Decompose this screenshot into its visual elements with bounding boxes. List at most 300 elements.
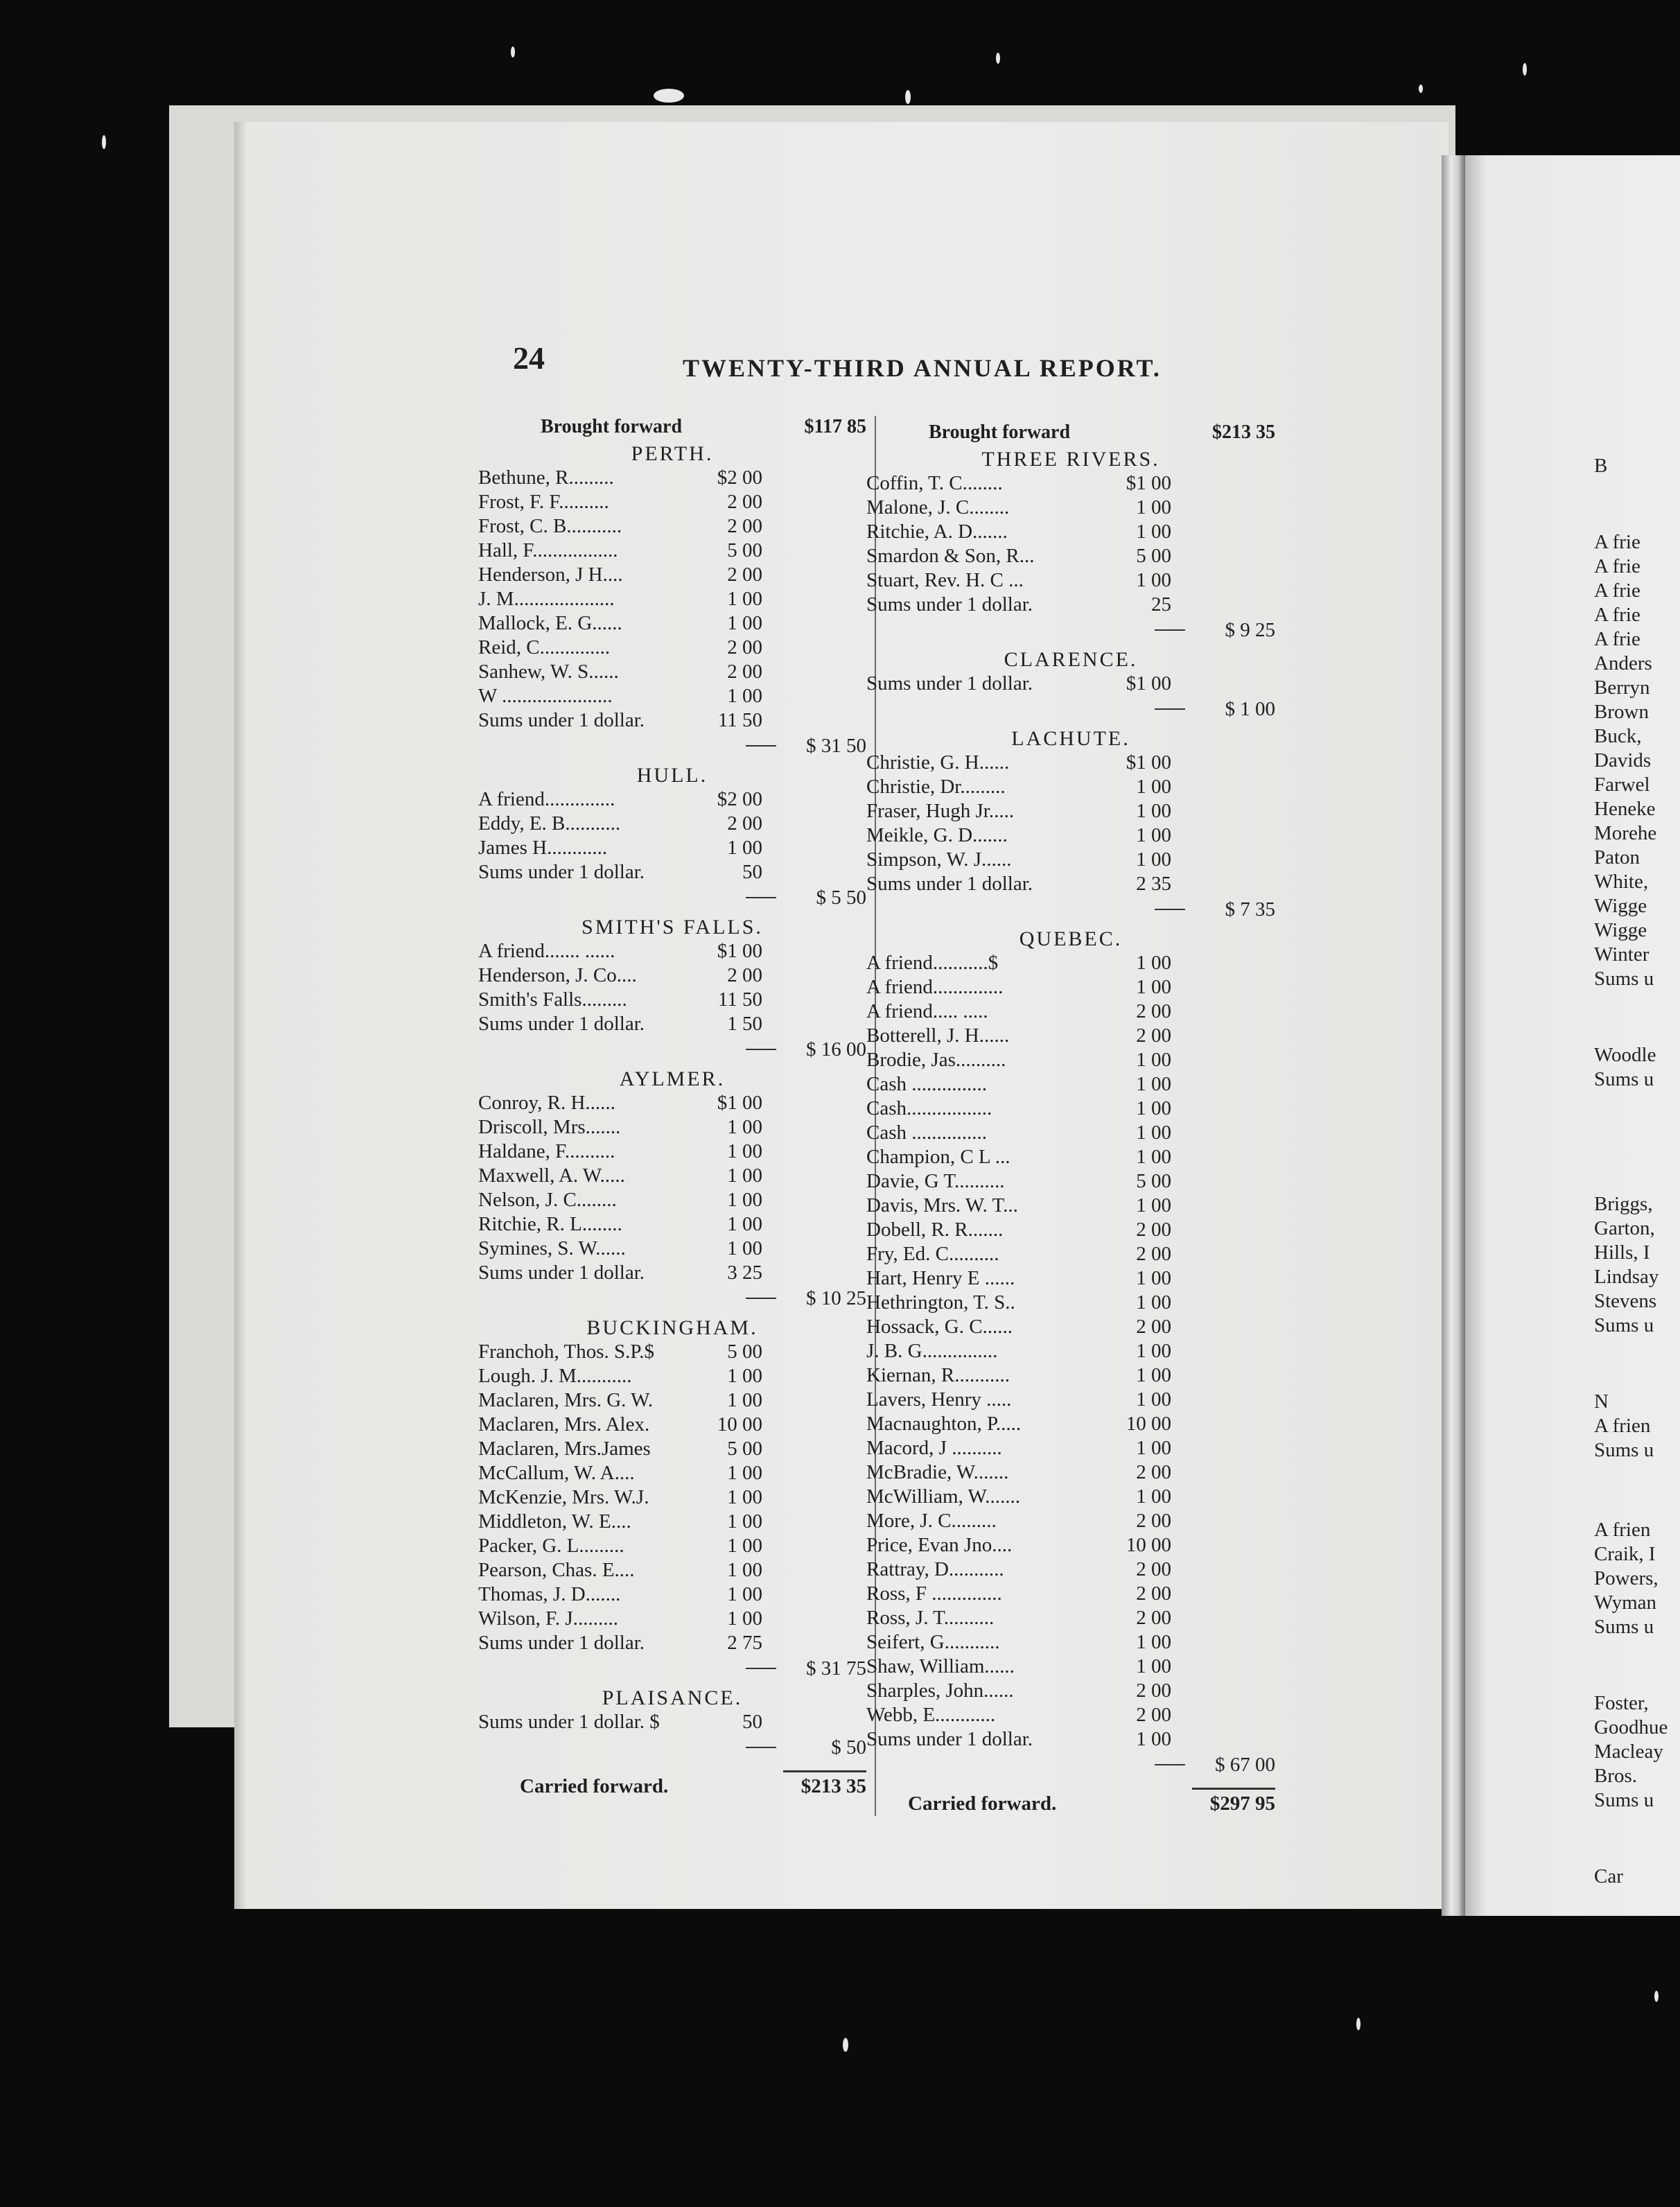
facing-page-line: Wigge	[1594, 919, 1647, 941]
contribution-amount: 1 00	[1136, 569, 1171, 591]
contributor-name: Price, Evan Jno....	[866, 1534, 1013, 1556]
carried-forward-value: $213 35	[800, 1775, 866, 1797]
subtotal-rule	[746, 897, 776, 898]
facing-page-line: A frie	[1594, 628, 1640, 650]
contributor-name: Haldane, F..........	[478, 1140, 615, 1162]
contribution-amount: 1 00	[1136, 1049, 1171, 1071]
contributor-name: Sums under 1 dollar.	[478, 1262, 645, 1284]
facing-page-line: Sums u	[1594, 1068, 1654, 1090]
contribution-row	[478, 1237, 866, 1261]
facing-page-line: Woodle	[1594, 1044, 1656, 1066]
contribution-amount: 1 00	[1136, 824, 1171, 846]
contribution-row	[866, 1218, 1275, 1242]
contribution-row	[866, 848, 1275, 872]
contribution-amount: 1 00	[1136, 1267, 1171, 1289]
contribution-amount: 1 00	[1136, 800, 1171, 822]
contribution-row	[866, 1679, 1275, 1703]
contribution-amount: 1 00	[1136, 952, 1171, 974]
contribution-amount: 1 00	[1136, 1655, 1171, 1677]
contribution-amount: 2 00	[727, 515, 762, 537]
facing-page-line: White,	[1594, 871, 1649, 893]
facing-page-line: A frie	[1594, 555, 1640, 577]
contribution-row	[478, 1140, 866, 1164]
facing-page-line: Brown	[1594, 701, 1649, 723]
contribution-amount: 1 00	[727, 1189, 762, 1211]
contributor-name: J. B. G...............	[866, 1340, 998, 1362]
contribution-amount: 1 00	[727, 588, 762, 610]
section-subtotal	[866, 1752, 1275, 1779]
facing-page-line: Macleay	[1594, 1741, 1663, 1763]
facing-page-line: Sums u	[1594, 1789, 1654, 1811]
contribution-amount: 2 00	[727, 636, 762, 658]
contributor-name: Middleton, W. E....	[478, 1510, 631, 1533]
facing-page-line: Sums u	[1594, 968, 1654, 990]
contribution-amount: 1 00	[727, 1164, 762, 1187]
contribution-amount: 1 50	[727, 1013, 762, 1035]
subtotal-rule	[1155, 909, 1185, 910]
contribution-amount: 1 00	[1136, 1122, 1171, 1144]
contributor-name: Wilson, F. J.........	[478, 1607, 618, 1630]
contributor-name: Franchoh, Thos. S.P.$	[478, 1341, 655, 1363]
contribution-row	[478, 684, 866, 708]
contributor-name: Rattray, D...........	[866, 1558, 1004, 1580]
facing-page-line: Briggs,	[1594, 1193, 1653, 1215]
total-rule	[1192, 1788, 1275, 1790]
subtotal-value: $ 9 25	[1225, 619, 1275, 641]
contribution-row	[478, 563, 866, 587]
contributor-name: Shaw, William......	[866, 1655, 1015, 1677]
contributor-name: Simpson, W. J......	[866, 848, 1012, 871]
contributor-name: Maclaren, Mrs. G. W.	[478, 1389, 654, 1411]
contribution-row	[478, 1631, 866, 1655]
contribution-row	[866, 1703, 1275, 1727]
contribution-amount: 1 00	[727, 1140, 762, 1162]
subtotal-rule	[746, 1747, 776, 1748]
contribution-row	[866, 1630, 1275, 1655]
contribution-row	[866, 568, 1275, 593]
contribution-row	[478, 1115, 866, 1140]
contribution-row	[478, 1510, 866, 1534]
contribution-amount: 10 00	[1126, 1413, 1171, 1435]
contributor-name: Davis, Mrs. W. T...	[866, 1194, 1018, 1216]
contribution-amount: 25	[1151, 593, 1171, 616]
contributor-name: Maxwell, A. W.....	[478, 1164, 625, 1187]
contribution-amount: 1 00	[1136, 1728, 1171, 1750]
contributor-name: Lavers, Henry .....	[866, 1388, 1012, 1411]
carried-forward-label: Carried forward.	[908, 1792, 1057, 1815]
contributor-name: Thomas, J. D.......	[478, 1583, 621, 1605]
contribution-amount: 1 00	[727, 1389, 762, 1411]
contributor-name: Maclaren, Mrs. Alex.	[478, 1413, 650, 1436]
contribution-amount: 10 00	[1126, 1534, 1171, 1556]
contribution-amount: 2 00	[727, 491, 762, 513]
contribution-row	[478, 539, 866, 563]
facing-page-line: Wigge	[1594, 895, 1647, 917]
contributor-name: Eddy, E. B...........	[478, 812, 621, 835]
contribution-amount: 5 00	[1136, 1170, 1171, 1192]
contributor-name: Hossack, G. C......	[866, 1316, 1013, 1338]
contribution-amount: 1 00	[727, 685, 762, 707]
contribution-amount: 2 00	[1136, 1461, 1171, 1483]
contributor-name: A friend..............	[866, 976, 1004, 998]
contribution-amount: 1 00	[1136, 1631, 1171, 1653]
contributor-name: Macnaughton, P.....	[866, 1413, 1022, 1435]
contribution-amount: 1 00	[727, 1365, 762, 1387]
contribution-amount: 50	[742, 861, 762, 883]
contribution-row	[478, 1534, 866, 1558]
facing-page-line: Car	[1594, 1865, 1623, 1887]
facing-page-line: Craik, I	[1594, 1543, 1656, 1565]
contributor-name: Hall, F.................	[478, 539, 618, 561]
contribution-row	[866, 1315, 1275, 1339]
section-subtotal	[478, 733, 866, 760]
contribution-row	[478, 1164, 866, 1188]
contribution-amount: 2 00	[1136, 1680, 1171, 1702]
brought-forward-row	[866, 420, 1275, 444]
contribution-amount: 2 00	[727, 812, 762, 835]
contribution-row	[866, 799, 1275, 823]
contribution-amount: 3 25	[727, 1262, 762, 1284]
brought-forward-label: Brought forward	[541, 416, 683, 437]
contributor-name: Ross, F ..............	[866, 1582, 1002, 1605]
contribution-amount: $1 00	[1126, 672, 1171, 695]
contribution-amount: 11 50	[717, 709, 762, 731]
contribution-amount: 1 00	[1136, 1194, 1171, 1216]
contributor-name: Maclaren, Mrs.James	[478, 1438, 651, 1460]
contributor-name: Sums under 1 dollar.	[866, 1728, 1033, 1750]
contribution-row	[478, 836, 866, 860]
contribution-row	[866, 1072, 1275, 1097]
contributor-name: Seifert, G...........	[866, 1631, 1000, 1653]
facing-page-line: Powers,	[1594, 1567, 1659, 1589]
contribution-row	[478, 1582, 866, 1607]
facing-page-line: A frie	[1594, 531, 1640, 553]
contribution-row	[478, 1413, 866, 1437]
contribution-row	[866, 1000, 1275, 1024]
contribution-row	[478, 1261, 866, 1285]
contribution-amount: $2 00	[717, 466, 762, 489]
contributor-name: Sharples, John......	[866, 1680, 1014, 1702]
section-subtotal	[866, 617, 1275, 645]
contributor-name: Frost, C. B...........	[478, 515, 622, 537]
subtotal-rule	[1155, 629, 1185, 631]
contribution-row	[866, 1169, 1275, 1194]
contribution-amount: 1 00	[727, 1559, 762, 1581]
contributor-name: Driscoll, Mrs.......	[478, 1116, 621, 1138]
contribution-amount: 1 00	[1136, 776, 1171, 798]
contributor-name: Packer, G. L.........	[478, 1535, 624, 1557]
contributor-name: Pearson, Chas. E....	[478, 1559, 635, 1581]
section-subtotal	[478, 884, 866, 912]
contributor-name: Conroy, R. H......	[478, 1092, 615, 1114]
contribution-row	[478, 636, 866, 660]
contributor-name: Sums under 1 dollar.	[866, 672, 1033, 695]
contribution-amount: 1 00	[1136, 976, 1171, 998]
contributor-name: More, J. C.........	[866, 1510, 997, 1532]
contribution-amount: 50	[742, 1711, 762, 1733]
contributor-name: Dobell, R. R.......	[866, 1219, 1004, 1241]
brought-forward-value: $117 85	[804, 416, 866, 437]
contributor-name: Sums under 1 dollar.	[478, 709, 645, 731]
subtotal-value: $ 67 00	[1215, 1754, 1275, 1776]
facing-page-line: Sums u	[1594, 1439, 1654, 1461]
contributor-name: Sanhew, W. S......	[478, 661, 619, 683]
contribution-amount: 1 00	[727, 1535, 762, 1557]
contribution-amount: 2 00	[1136, 1219, 1171, 1241]
contribution-row	[866, 1727, 1275, 1752]
contributor-name: McKenzie, Mrs. W.J.	[478, 1486, 649, 1508]
left-column	[478, 415, 866, 1809]
contribution-row	[478, 1188, 866, 1212]
brought-forward-label: Brought forward	[929, 421, 1071, 443]
facing-page-line: Sums u	[1594, 1616, 1654, 1638]
section-subtotal	[866, 896, 1275, 924]
contribution-amount: 1 00	[1136, 496, 1171, 518]
facing-page-line: Farwel	[1594, 774, 1650, 796]
contribution-row	[478, 1340, 866, 1364]
section-subtotal	[478, 1655, 866, 1683]
contribution-row	[866, 1194, 1275, 1218]
contribution-row	[866, 1582, 1275, 1606]
contribution-amount: 1 00	[1136, 1291, 1171, 1314]
carried-forward-row	[866, 1792, 1275, 1826]
page-title: TWENTY-THIRD ANNUAL REPORT.	[683, 354, 1162, 382]
contribution-amount: 1 00	[1136, 848, 1171, 871]
brought-forward-row	[478, 415, 866, 439]
contribution-amount: 1 00	[727, 1486, 762, 1508]
contribution-row	[866, 1606, 1275, 1630]
contribution-row	[866, 520, 1275, 544]
contribution-amount: 5 00	[1136, 545, 1171, 567]
contribution-amount: 2 00	[1136, 1243, 1171, 1265]
contributor-name: Smith's Falls.........	[478, 988, 627, 1011]
contribution-amount: $1 00	[717, 1092, 762, 1114]
contribution-row	[866, 975, 1275, 1000]
contribution-row	[478, 587, 866, 611]
subtotal-rule	[746, 745, 776, 747]
contributor-name: A friend...........$	[866, 952, 999, 974]
contribution-row	[866, 593, 1275, 617]
contributor-name: James H............	[478, 837, 608, 859]
contribution-amount: 2 00	[1136, 1704, 1171, 1726]
contribution-amount: $2 00	[717, 788, 762, 810]
subtotal-value: $ 50	[831, 1736, 866, 1759]
contributor-name: Nelson, J. C........	[478, 1189, 617, 1211]
contributor-name: Cash.................	[866, 1097, 992, 1119]
contribution-row	[866, 1655, 1275, 1679]
contribution-row	[866, 1121, 1275, 1145]
contributor-name: Champion, C L ...	[866, 1146, 1010, 1168]
contributor-name: A friend..............	[478, 788, 615, 810]
subtotal-value: $ 31 75	[806, 1657, 866, 1680]
contribution-amount: 1 00	[1136, 1388, 1171, 1411]
contributor-name: Sums under 1 dollar.	[866, 873, 1033, 895]
subtotal-value: $ 16 00	[806, 1038, 866, 1061]
contribution-amount: 10 00	[717, 1413, 762, 1436]
carried-forward-row	[478, 1774, 866, 1809]
contribution-row	[866, 1436, 1275, 1460]
contribution-amount: 1 00	[727, 1116, 762, 1138]
section-title: CLARENCE.	[1004, 648, 1138, 671]
contribution-row	[478, 860, 866, 884]
contributor-name: Cash ...............	[866, 1073, 987, 1095]
subtotal-value: $ 31 50	[806, 735, 866, 757]
contributor-name: Lough. J. M...........	[478, 1365, 632, 1387]
subtotal-rule	[1155, 708, 1185, 710]
contributor-name: Sums under 1 dollar. $	[478, 1711, 660, 1733]
contribution-row	[866, 1412, 1275, 1436]
contribution-row	[866, 1363, 1275, 1388]
contribution-amount: 1 00	[1136, 1340, 1171, 1362]
brought-forward-value: $213 35	[1212, 421, 1275, 443]
subtotal-rule	[746, 1049, 776, 1050]
contribution-row	[866, 823, 1275, 848]
contributor-name: A friend..... .....	[866, 1000, 988, 1022]
contribution-row	[866, 1048, 1275, 1072]
contribution-row	[866, 1097, 1275, 1121]
facing-page-line: Morehe	[1594, 822, 1657, 844]
contribution-amount: 1 00	[1136, 1097, 1171, 1119]
section-title: QUEBEC.	[1019, 927, 1123, 950]
contribution-row	[478, 939, 866, 963]
contribution-row	[866, 1339, 1275, 1363]
contributor-name: Henderson, J H....	[478, 564, 623, 586]
subtotal-rule	[746, 1668, 776, 1669]
contributor-name: Hart, Henry E ......	[866, 1267, 1015, 1289]
contribution-row	[478, 1091, 866, 1115]
contributor-name: Christie, Dr.........	[866, 776, 1006, 798]
total-rule	[783, 1770, 866, 1772]
contributor-name: Sums under 1 dollar.	[478, 1013, 645, 1035]
contribution-amount: 2 75	[727, 1632, 762, 1654]
contribution-row	[478, 660, 866, 684]
facing-page-line: Winter	[1594, 943, 1650, 966]
contribution-amount: 2 00	[1136, 1582, 1171, 1605]
contribution-amount: $1 00	[1126, 472, 1171, 494]
contribution-amount: 2 00	[1136, 1000, 1171, 1022]
contribution-row	[866, 1291, 1275, 1315]
facing-page-line: Buck,	[1594, 725, 1642, 747]
section-title: THREE RIVERS.	[981, 448, 1160, 471]
contribution-amount: 1 00	[727, 1213, 762, 1235]
contribution-row	[478, 1364, 866, 1388]
contribution-row	[866, 496, 1275, 520]
contribution-amount: 2 00	[727, 964, 762, 986]
contributor-name: Reid, C..............	[478, 636, 611, 658]
contribution-row	[866, 544, 1275, 568]
contribution-row	[866, 1533, 1275, 1558]
contributor-name: Henderson, J. Co....	[478, 964, 637, 986]
contributor-name: Ritchie, A. D.......	[866, 521, 1008, 543]
contribution-row	[478, 1212, 866, 1237]
carried-forward-value: $297 95	[1209, 1792, 1275, 1815]
contributor-name: Symines, S. W......	[478, 1237, 626, 1259]
contribution-row	[866, 1388, 1275, 1412]
section-title: AYLMER.	[619, 1067, 726, 1090]
contribution-amount: 5 00	[727, 1341, 762, 1363]
contribution-amount: 1 00	[1136, 1146, 1171, 1168]
contribution-row	[866, 872, 1275, 896]
contribution-row	[478, 1607, 866, 1631]
section-title: BUCKINGHAM.	[586, 1316, 758, 1339]
book-spine	[1442, 155, 1465, 1916]
contribution-row	[478, 963, 866, 988]
contribution-amount: 11 50	[717, 988, 762, 1011]
contributor-name: Stuart, Rev. H. C ...	[866, 569, 1024, 591]
contributor-name: Webb, E............	[866, 1704, 996, 1726]
contribution-amount: $1 00	[717, 940, 762, 962]
section-subtotal	[478, 1036, 866, 1064]
contribution-row	[866, 1485, 1275, 1509]
contribution-row	[478, 1710, 866, 1734]
contributor-name: Coffin, T. C........	[866, 472, 1003, 494]
right-column	[866, 420, 1275, 1826]
contributor-name: W ......................	[478, 685, 613, 707]
contribution-amount: 1 00	[1136, 1073, 1171, 1095]
contribution-amount: 2 00	[727, 661, 762, 683]
contributor-name: Fraser, Hugh Jr.....	[866, 800, 1015, 822]
section-subtotal	[866, 696, 1275, 724]
facing-page-line: Paton	[1594, 846, 1640, 869]
facing-page-line: A frie	[1594, 579, 1640, 602]
contributor-name: Bethune, R.........	[478, 466, 614, 489]
contribution-row	[866, 1509, 1275, 1533]
contribution-amount: 2 00	[1136, 1316, 1171, 1338]
contributor-name: Cash ...............	[866, 1122, 987, 1144]
contributor-name: Smardon & Son, R...	[866, 545, 1035, 567]
subtotal-rule	[746, 1298, 776, 1299]
facing-page	[1465, 155, 1680, 1916]
facing-page-line: Bros.	[1594, 1765, 1638, 1787]
contribution-row	[478, 1388, 866, 1413]
facing-page-line: Sums u	[1594, 1314, 1654, 1336]
facing-page-line: Foster,	[1594, 1692, 1649, 1714]
facing-page-line: Goodhue	[1594, 1716, 1668, 1738]
contributor-name: A friend....... ......	[478, 940, 615, 962]
contribution-row	[866, 751, 1275, 775]
contributor-name: McCallum, W. A....	[478, 1462, 635, 1484]
contribution-row	[866, 672, 1275, 696]
contribution-amount: 1 00	[1136, 1437, 1171, 1459]
facing-page-line: Berryn	[1594, 677, 1650, 699]
contributor-name: McBradie, W.......	[866, 1461, 1009, 1483]
section-title: HULL.	[636, 764, 708, 787]
contributor-name: Davie, G T..........	[866, 1170, 1005, 1192]
subtotal-value: $ 1 00	[1225, 698, 1275, 720]
facing-page-line: Wyman	[1594, 1591, 1657, 1614]
facing-page-line: A frie	[1594, 604, 1640, 626]
section-title: SMITH'S FALLS.	[581, 916, 763, 939]
contribution-row	[478, 787, 866, 812]
facing-page-line: Hills, I	[1594, 1241, 1650, 1264]
contribution-row	[478, 708, 866, 733]
contributor-name: Sums under 1 dollar.	[866, 593, 1033, 616]
contributor-name: Ross, J. T..........	[866, 1607, 995, 1629]
contribution-row	[478, 1437, 866, 1461]
contribution-row	[866, 951, 1275, 975]
contribution-amount: 2 00	[1136, 1607, 1171, 1629]
facing-page-line: Stevens	[1594, 1290, 1657, 1312]
contributor-name: J. M....................	[478, 588, 615, 610]
contribution-row	[866, 1145, 1275, 1169]
facing-page-line: N	[1594, 1390, 1609, 1413]
facing-page-line: Davids	[1594, 749, 1652, 771]
contribution-row	[866, 471, 1275, 496]
contribution-row	[478, 1558, 866, 1582]
contribution-amount: 1 00	[1136, 1485, 1171, 1508]
contributor-name: Fry, Ed. C..........	[866, 1243, 999, 1265]
carried-forward-label: Carried forward.	[520, 1775, 669, 1797]
